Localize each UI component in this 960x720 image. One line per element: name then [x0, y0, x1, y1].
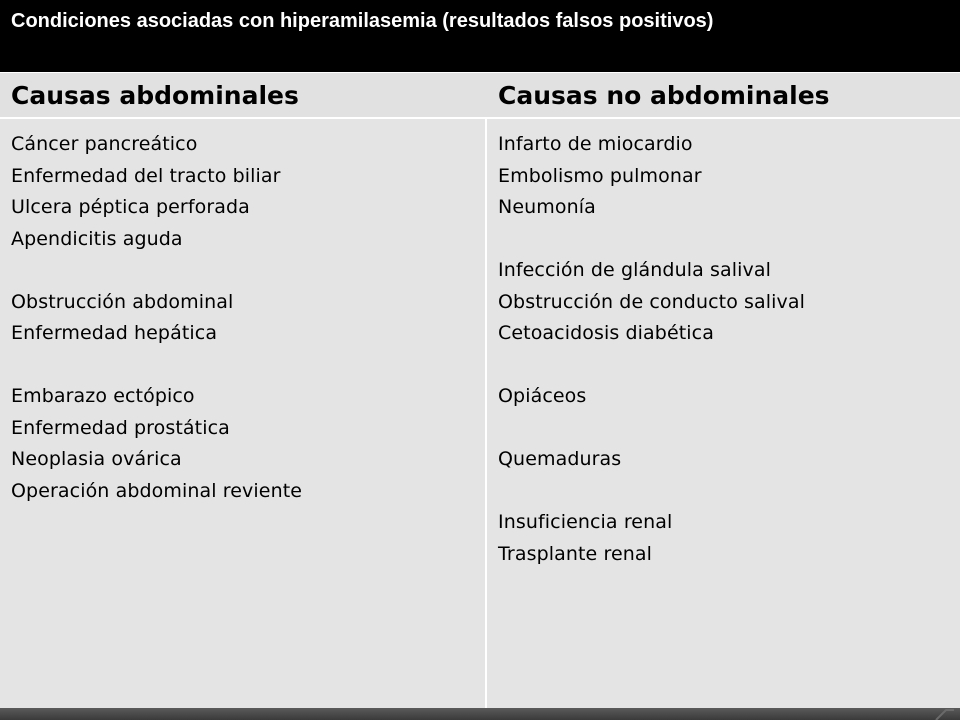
abdominal-cause-item: Neoplasia ovárica: [11, 448, 182, 470]
non-abdominal-cause-item: Cetoacidosis diabética: [498, 322, 714, 344]
list-spacer: [498, 413, 805, 445]
list-spacer: [498, 476, 805, 508]
abdominal-cause-item: Operación abdominal reviente: [11, 479, 303, 502]
bottom-bar: [0, 708, 960, 720]
non-abdominal-cause-item: Embolismo pulmonar: [498, 164, 702, 187]
abdominal-cause-item: Ulcera péptica perforada: [11, 196, 250, 218]
non-abdominal-causes-list: [498, 129, 805, 570]
list-spacer: [11, 350, 302, 382]
list-spacer: [11, 255, 302, 287]
non-abdominal-cause-item: Trasplante renal: [498, 542, 653, 565]
non-abdominal-cause-item: Infección de glándula salival: [498, 259, 771, 281]
abdominal-cause-item: Embarazo ectópico: [11, 385, 195, 407]
abdominal-causes-cell: [0, 119, 487, 708]
non-abdominal-cause-item: Insuficiencia renal: [498, 511, 673, 533]
title-bar: [0, 0, 960, 72]
abdominal-cause-item: Cáncer pancreático: [11, 133, 198, 155]
abdominal-cause-item: Enfermedad del tracto biliar: [11, 164, 281, 187]
list-spacer: [498, 224, 805, 256]
non-abdominal-causes-cell: [487, 119, 960, 708]
non-abdominal-cause-item: Opiáceos: [498, 385, 587, 407]
list-spacer: [498, 350, 805, 382]
chevron-right-icon: [932, 708, 954, 720]
abdominal-cause-item: Obstrucción abdominal: [11, 290, 234, 313]
non-abdominal-cause-item: Obstrucción de conducto salival: [498, 290, 806, 313]
non-abdominal-cause-item: Infarto de miocardio: [498, 133, 693, 155]
non-abdominal-cause-item: Neumonía: [498, 196, 596, 218]
table-header-row: [0, 72, 960, 119]
abdominal-cause-item: Enfermedad prostática: [11, 416, 230, 439]
abdominal-cause-item: Apendicitis aguda: [11, 227, 183, 250]
column-header-non-abdominal: Causas no abdominales: [498, 81, 830, 110]
abdominal-cause-item: Enfermedad hepática: [11, 322, 218, 344]
abdominal-causes-list: [11, 129, 302, 507]
slide-title: Condiciones asociadas con hiperamilasemia (resultados falsos positivos): [11, 10, 714, 32]
non-abdominal-cause-item: Quemaduras: [498, 448, 622, 470]
column-header-abdominal: Causas abdominales: [11, 81, 299, 110]
